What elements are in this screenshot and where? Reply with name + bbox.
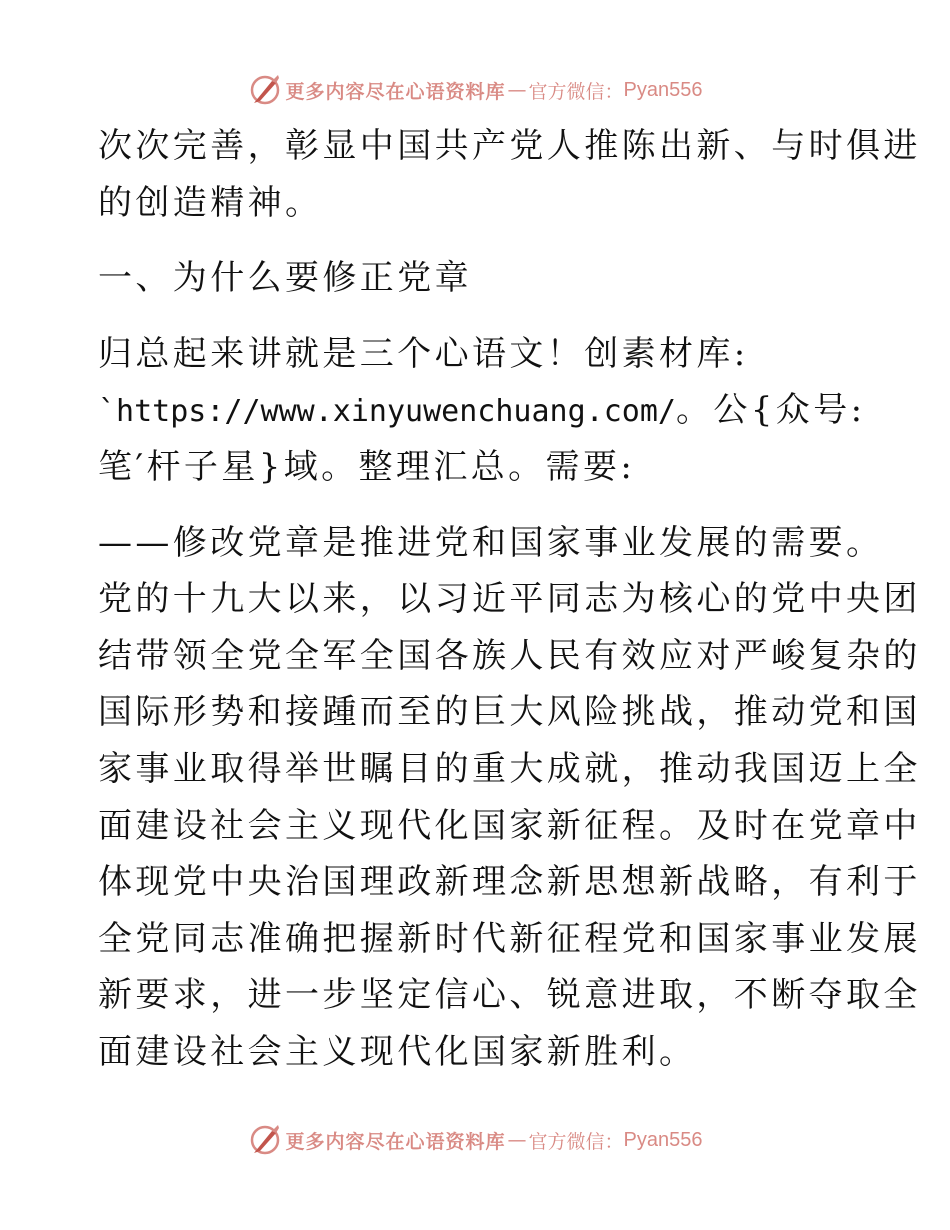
paragraph-line: 体现党中央治国理政新理念新思想新战略，有利于 — [98, 862, 921, 903]
quill-pen-logo-icon — [248, 1123, 282, 1157]
paragraph-line: ——修改党章是推进党和国家事业发展的需要。 — [98, 522, 884, 563]
document-body — [98, 118, 921, 1081]
header-separator: — — [507, 79, 527, 101]
paragraph-line: 全党同志准确把握新时代新征程党和国家事业发展 — [98, 918, 921, 959]
footer-brand: 更多内容尽在心语资料库 — [285, 1130, 506, 1153]
header-label: 官方微信： — [528, 80, 624, 103]
paragraph-line: 面建设社会主义现代化国家新胜利。 — [98, 1031, 697, 1072]
paragraph-line: 结带领全党全军全国各族人民有效应对严峻复杂的 — [98, 635, 921, 676]
quill-pen-logo-icon — [248, 73, 282, 107]
intro-line: 次次完善，彰显中国共产党人推陈出新、与时俱进 — [98, 126, 921, 166]
paragraph-line: 面建设社会主义现代化国家新征程。及时在党章中 — [98, 805, 921, 846]
header-banner — [0, 70, 950, 110]
note-url-tail: 。公{众号: — [675, 390, 866, 431]
header-brand: 更多内容尽在心语资料库 — [285, 80, 506, 103]
note-url: `https://www.xinyuwenchuang.com/ — [98, 394, 676, 430]
section-heading: 一、为什么要修正党章 — [98, 258, 472, 299]
paragraph-line: 党的十九大以来，以习近平同志为核心的党中央团 — [98, 579, 921, 620]
note-url-line — [98, 382, 866, 439]
intro-line: 的创造精神。 — [98, 182, 323, 223]
note-line: 笔′杆子星}域。整理汇总。需要: — [98, 446, 636, 487]
paragraph-line: 新要求，进一步坚定信心、锐意进取，不断夺取全 — [98, 975, 921, 1016]
note-line: 归总起来讲就是三个心语文！创素材库: — [98, 333, 749, 374]
header-handle: Pyan556 — [623, 78, 703, 101]
footer-separator: — — [507, 1129, 527, 1151]
footer-handle: Pyan556 — [623, 1128, 703, 1151]
footer-banner — [0, 1120, 950, 1160]
paragraph-line: 家事业取得举世瞩目的重大成就，推动我国迈上全 — [98, 748, 921, 789]
footer-label: 官方微信： — [528, 1130, 624, 1153]
paragraph-line: 国际形势和接踵而至的巨大风险挑战，推动党和国 — [98, 692, 921, 733]
